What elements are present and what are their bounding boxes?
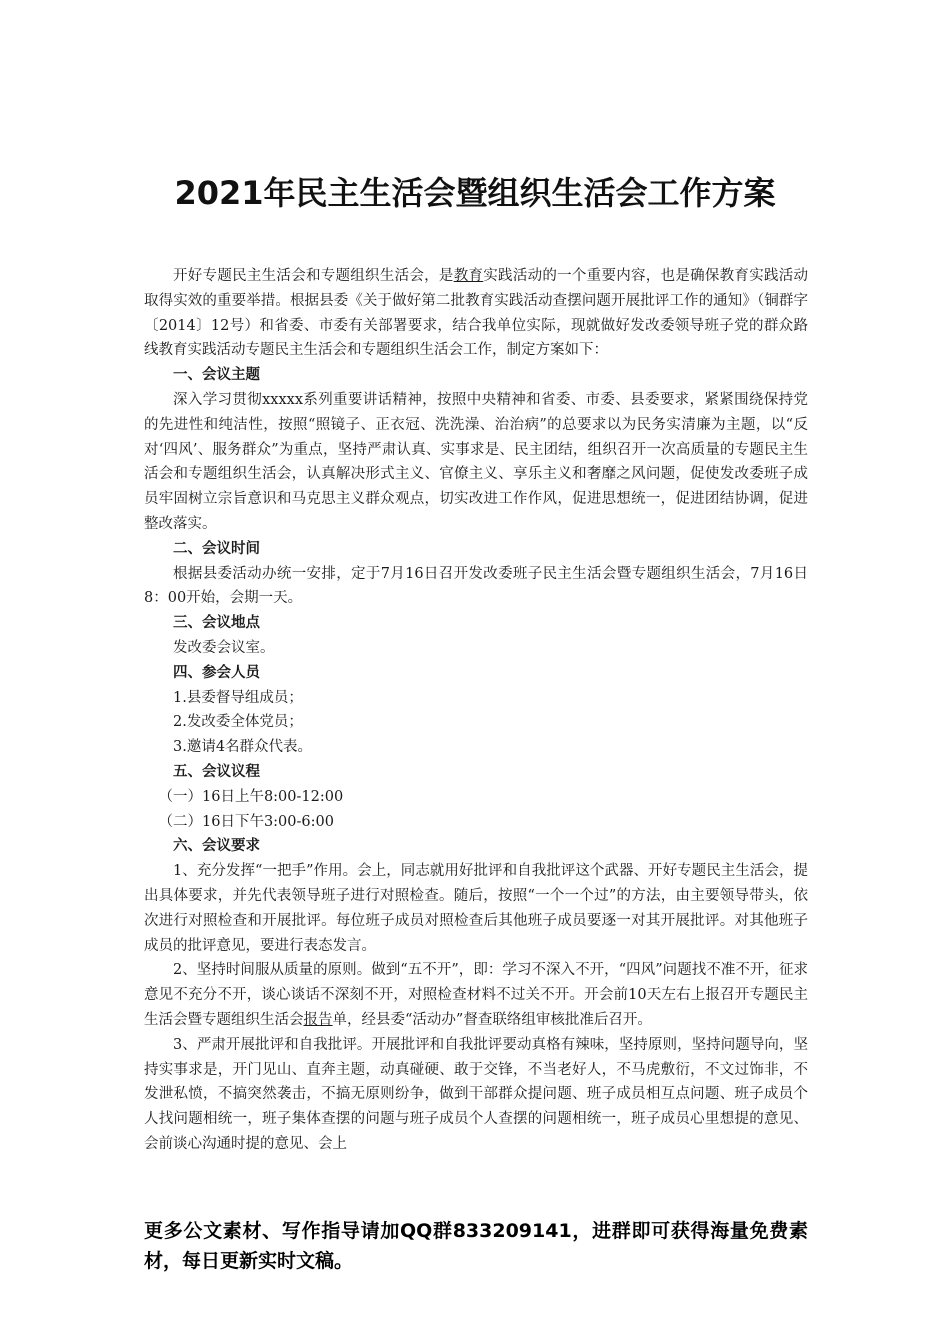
intro-paragraph — [144, 264, 808, 363]
attendee-item: 3.邀请4名群众代表。 — [173, 739, 313, 756]
attendee-item: 2.发改委全体党员； — [173, 714, 303, 731]
promo-footer: 更多公文素材、写作指导请加QQ群833209141，进群即可获得海量免费素材，每日更新实时文稿。 — [144, 1220, 808, 1272]
intro-text-2: 实践活动的一个重要内容，也是确保教育实践活动取得实效的重要举措。根据县委《关于做好第二批教育实践活动查摆问题开展批评工作的通知》（铜群字〔2014〕12号）和省委、市委有关部署要求，结合我单位实际，现就做好发改委领导班子党的群众路线教育实践活动专题民主生活会和专题组织生活会工作，制定方案如下： — [144, 268, 809, 359]
education-link[interactable]: 教育 — [453, 268, 484, 284]
requirement-paragraph-2 — [144, 958, 808, 1032]
section-heading-location: 三、会议地点 — [173, 615, 260, 632]
section-heading-attendees: 四、参会人员 — [173, 664, 260, 681]
agenda-item: （一）16日上午8:00-12:00 — [158, 788, 344, 805]
requirement-paragraph-1: 1、充分发挥“一把手”作用。会上，同志就用好批评和自我批评这个武器、开好专题民主生活会，提出具体要求，并先代表领导班子进行对照检查。随后，按照“一个一个过”的方法，由主要领导带头，依次进行对照检查和开展批评。每位班子成员对照检查后其他班子成员要逐一对其开展批评。对其他班子成员的批评意见，要进行表态发言。 — [144, 863, 808, 954]
section-text-theme: 深入学习贯彻xxxxx系列重要讲话精神，按照中央精神和省委、市委、县委要求，紧紧围绕保持党的先进性和纯洁性，按照“照镜子、正衣冠、洗洗澡、治治病”的总要求以为民务实清廉为主题，以“反对‘四风’、服务群众”为重点，坚持严肃认真、实事求是、民主团结，组织召开一次高质量的专题民主生活会和专题组织生活会，认真解决形式主义、官僚主义、享乐主义和奢靡之风问题，促使发改委班子成员牢固树立宗旨意识和马克思主义群众观点，切实改进工作作风，促进思想统一，促进团结协调，促进整改落实。 — [144, 391, 808, 532]
section-heading-time: 二、会议时间 — [173, 540, 260, 557]
document-title: 2021年民主生活会暨组织生活会工作方案 — [174, 174, 776, 212]
document-body — [144, 264, 808, 1157]
requirement-paragraph-3: 3、严肃开展批评和自我批评。开展批评和自我批评要动真格有辣味，坚持原则，坚持问题导向，坚持实事求是，开门见山、直奔主题，动真碰硬、敢于交锋，不当老好人，不马虎敷衍，不文过饰非，不发泄私愤，不搞突然袭击，不搞无原则纷争，做到干部群众提问题、班子成员相互点问题、班子成员个人找问题相统一，班子集体查摆的问题与班子成员个人查摆的问题相统一，班子成员心里想提的意见、会前谈心沟通时提的意见、会上 — [144, 1036, 808, 1152]
section-text-time: 根据县委活动办统一安排，定于7月16日召开发改委班子民主生活会暨专题组织生活会，7月16日8：00开始，会期一天。 — [144, 565, 808, 607]
intro-text-1: 开好专题民主生活会和专题组织生活会，是 — [173, 268, 454, 284]
section-text-location: 发改委会议室。 — [173, 639, 275, 656]
section-heading-requirements: 六、会议要求 — [173, 838, 260, 855]
attendee-item: 1.县委督导组成员； — [173, 689, 303, 706]
agenda-item: （二）16日下午3:00-6:00 — [158, 813, 334, 830]
section-heading-agenda: 五、会议议程 — [173, 763, 260, 780]
section-heading-theme: 一、会议主题 — [173, 367, 260, 384]
report-link[interactable]: 报告 — [303, 1011, 333, 1028]
requirement-2-text-1: 2、坚持时间服从质量的原则。做到“五不开”，即：学习不深入不开，“四风”问题找不准不开，征求意见不充分不开，谈心谈话不深刻不开，对照检查材料不过关不开。开会前10天左右上报召开专题民主生活会暨专题组织生活会 — [144, 962, 808, 1028]
requirement-2-text-2: 单，经县委“活动办”督查联络组审核批准后召开。 — [332, 1011, 652, 1028]
